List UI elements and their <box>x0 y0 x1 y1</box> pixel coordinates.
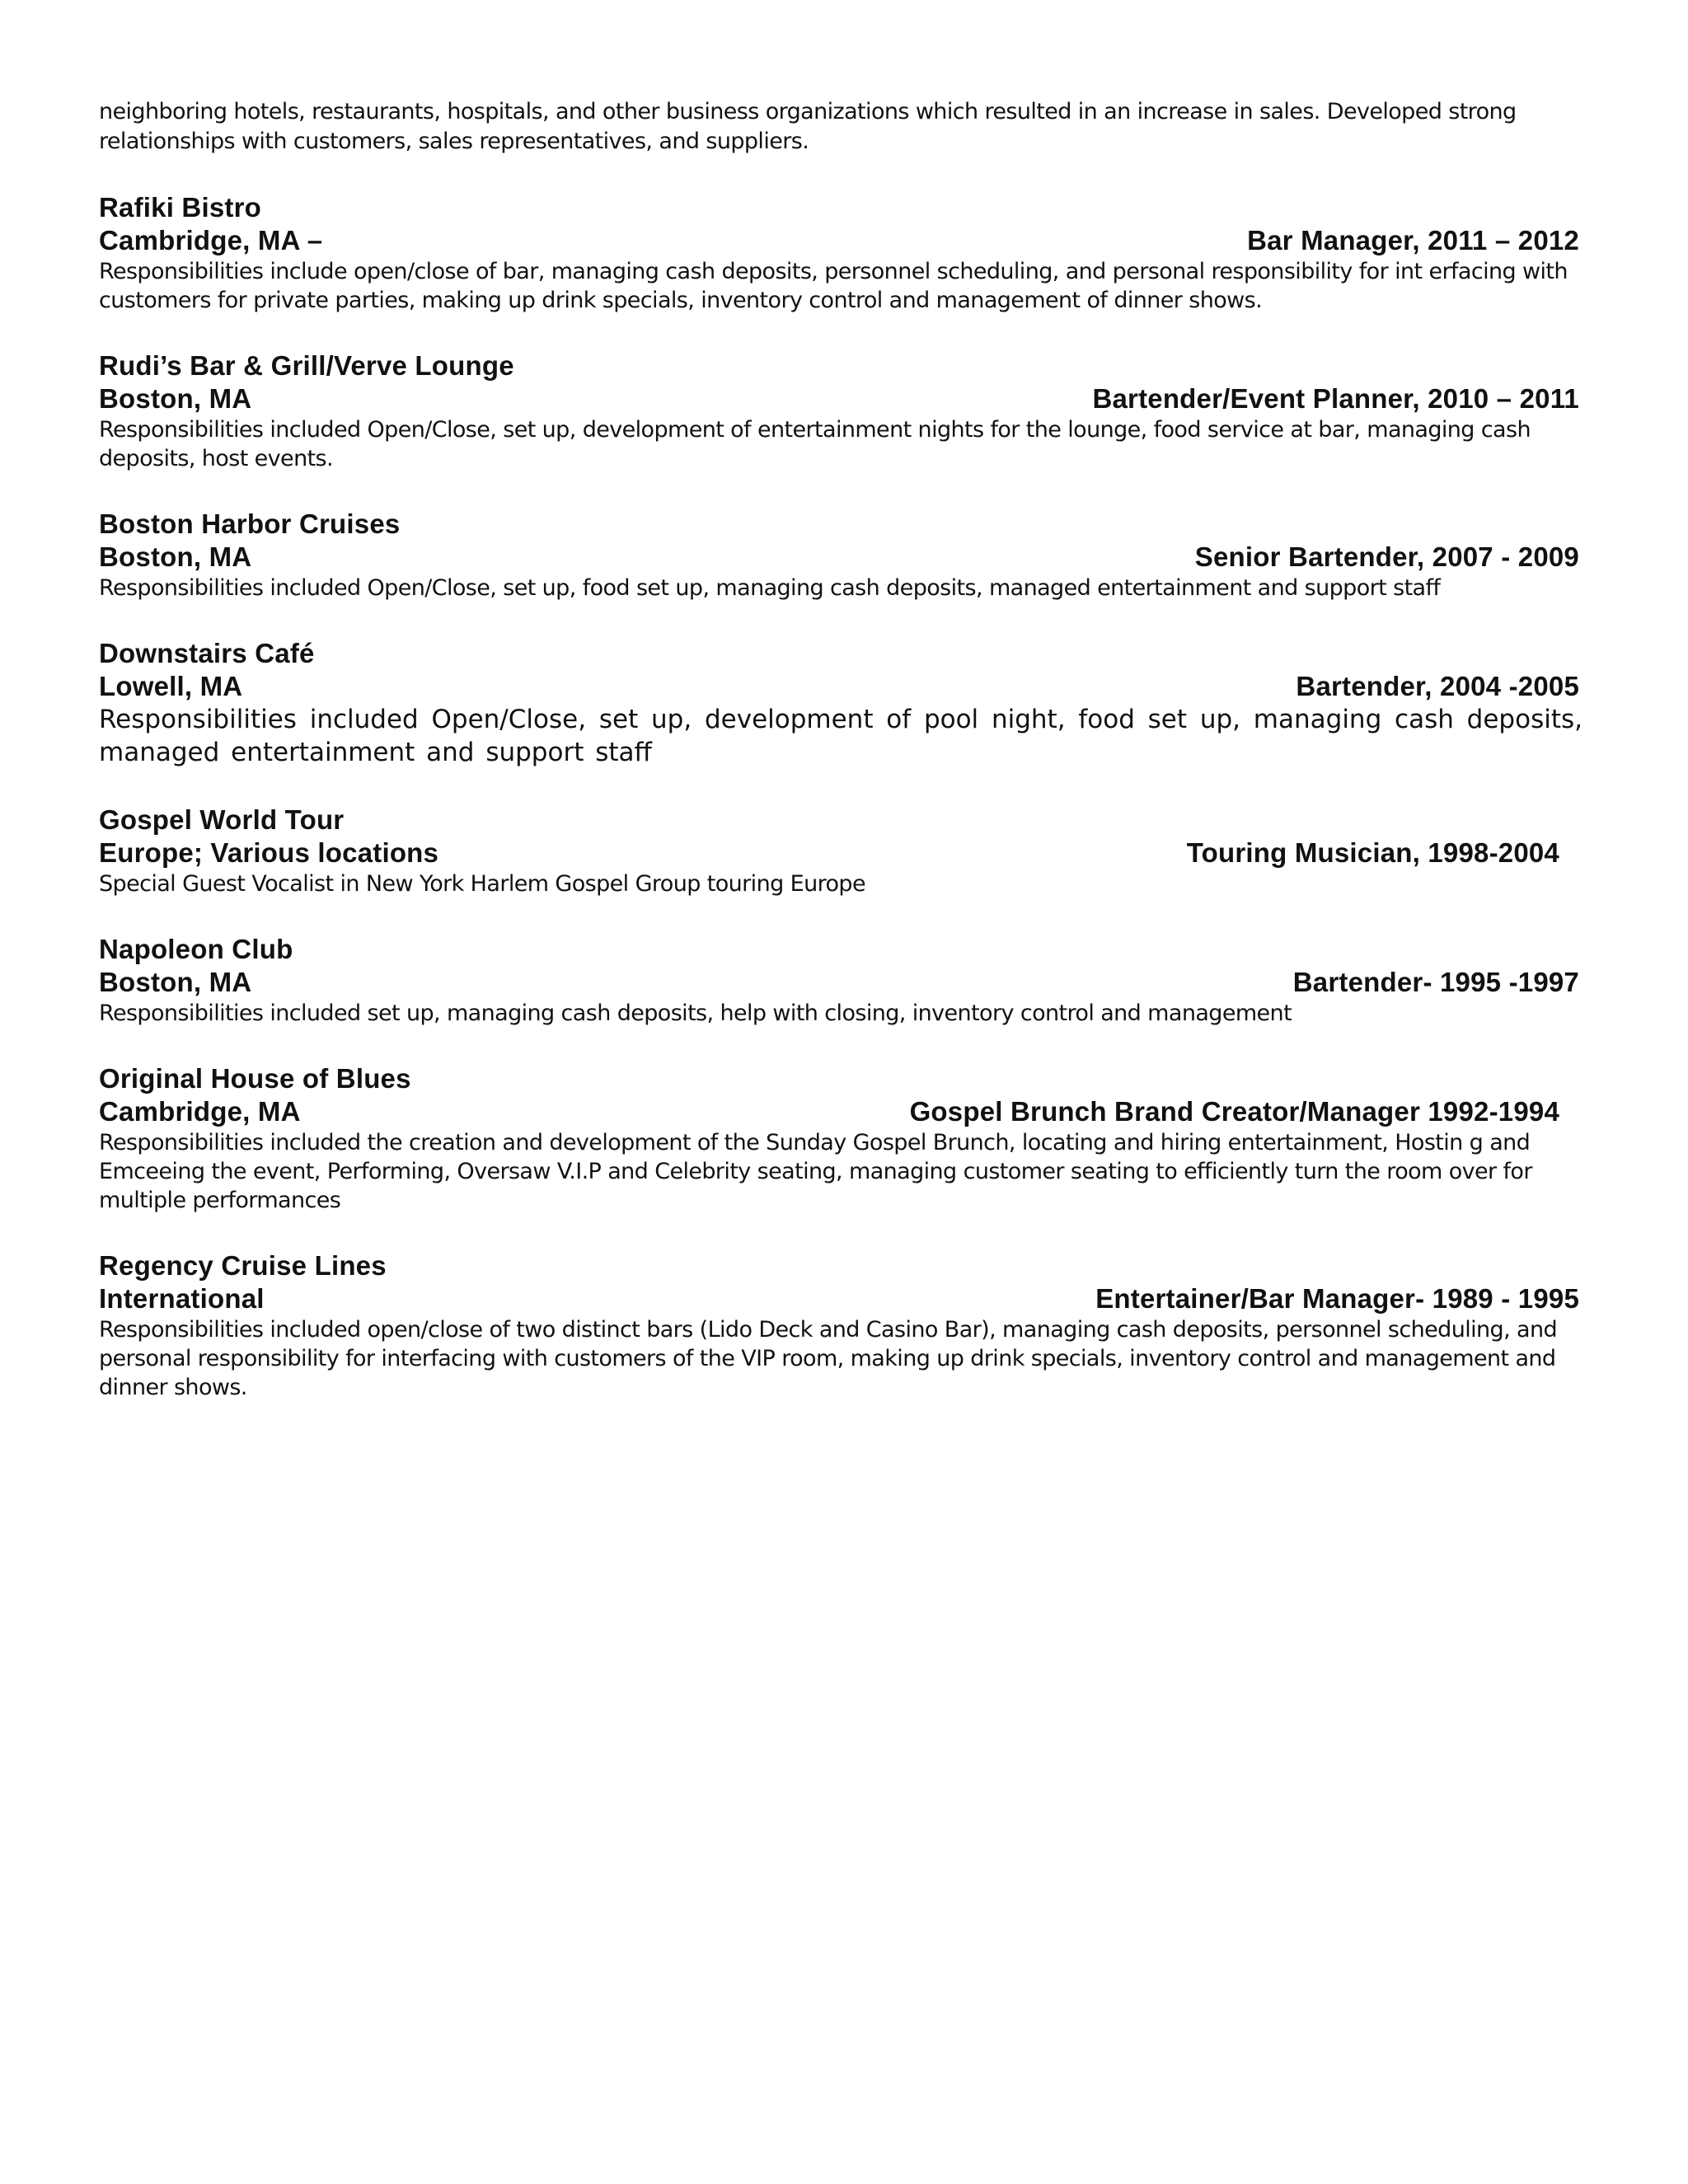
job-header-row <box>99 966 1582 999</box>
job-header-row <box>99 224 1582 257</box>
job-location: Lowell, MA <box>99 671 243 701</box>
company-name: Rafiki Bistro <box>99 192 261 223</box>
company-name: Rudi’s Bar & Grill/Verve Lounge <box>99 350 514 381</box>
job-role: Touring Musician, 1998-2004 <box>1186 837 1559 868</box>
job-role: Bartender, 2004 -2005 <box>1296 671 1579 701</box>
job-entry-rafiki-bistro <box>99 191 1582 315</box>
company-name: Gospel World Tour <box>99 804 345 835</box>
company-name: Napoleon Club <box>99 934 293 964</box>
job-description: Responsibilities included Open/Close, set up, development of entertainment nights for the lounge, food service at bar, managing cash deposits, host events. <box>99 417 1531 471</box>
job-entry-house-of-blues <box>99 1062 1582 1215</box>
job-role: Gospel Brunch Brand Creator/Manager 1992-1994 <box>909 1096 1559 1127</box>
resume-page <box>99 97 1582 1402</box>
job-description: Responsibilities included set up, managing cash deposits, help with closing, inventory control and management <box>99 1001 1292 1026</box>
job-description: Responsibilities included the creation and development of the Sunday Gospel Brunch, locating and hiring entertainment, Hostin g and Emceeing the event, Performing, Oversaw V.I.P and Celebrity seating, managing customer seating to efficiently turn the room over for multiple performances <box>99 1130 1532 1213</box>
job-role: Senior Bartender, 2007 - 2009 <box>1194 541 1579 572</box>
job-description: Responsibilities included Open/Close, set up, food set up, managing cash deposits, managed entertainment and support staff <box>99 575 1441 601</box>
job-entry-boston-harbor-cruises <box>99 508 1582 602</box>
job-description: Special Guest Vocalist in New York Harlem Gospel Group touring Europe <box>99 871 865 897</box>
job-location: Boston, MA <box>99 383 252 414</box>
job-role: Bartender- 1995 -1997 <box>1292 967 1579 997</box>
job-location: Europe; Various locations <box>99 837 439 868</box>
job-entry-gospel-world-tour <box>99 804 1582 898</box>
job-header-row <box>99 670 1582 703</box>
job-location: Cambridge, MA – <box>99 225 323 255</box>
job-header-row <box>99 541 1582 574</box>
job-header-row <box>99 837 1582 869</box>
job-location: International <box>99 1283 265 1314</box>
company-name: Downstairs Café <box>99 638 315 668</box>
company-name: Boston Harbor Cruises <box>99 509 401 539</box>
job-role: Bar Manager, 2011 – 2012 <box>1247 225 1579 255</box>
job-location: Boston, MA <box>99 967 252 997</box>
job-header-row <box>99 1282 1582 1315</box>
job-entry-rudis-bar <box>99 349 1582 473</box>
job-entry-regency-cruise-lines <box>99 1249 1582 1402</box>
job-entry-downstairs-cafe <box>99 637 1582 769</box>
job-description: Responsibilities include open/close of bar, managing cash deposits, personnel scheduling, and personal responsibility for int erfacing with customers for private parties, making up drink specials, inventory control and management of dinner shows. <box>99 259 1568 313</box>
intro-paragraph: neighboring hotels, restaurants, hospitals, and other business organizations which resulted in an increase in sales. Developed strong relationships with customers, sales representatives, and suppliers. <box>99 99 1517 154</box>
job-entry-napoleon-club <box>99 933 1582 1028</box>
job-description: Responsibilities included Open/Close, set up, development of pool night, food set up, managing cash deposits, managed entertainment and support staff <box>99 705 1582 767</box>
job-location: Cambridge, MA <box>99 1096 301 1127</box>
job-role: Entertainer/Bar Manager- 1989 - 1995 <box>1095 1283 1579 1314</box>
job-location: Boston, MA <box>99 541 252 572</box>
company-name: Original House of Blues <box>99 1063 411 1094</box>
company-name: Regency Cruise Lines <box>99 1250 387 1281</box>
job-role: Bartender/Event Planner, 2010 – 2011 <box>1092 383 1579 414</box>
job-header-row <box>99 1095 1582 1128</box>
job-header-row <box>99 382 1582 415</box>
job-description: Responsibilities included open/close of two distinct bars (Lido Deck and Casino Bar), managing cash deposits, personnel scheduling, and personal responsibility for interfacing with customers of the VIP room, making up drink specials, inventory control and management and dinner shows. <box>99 1317 1558 1400</box>
